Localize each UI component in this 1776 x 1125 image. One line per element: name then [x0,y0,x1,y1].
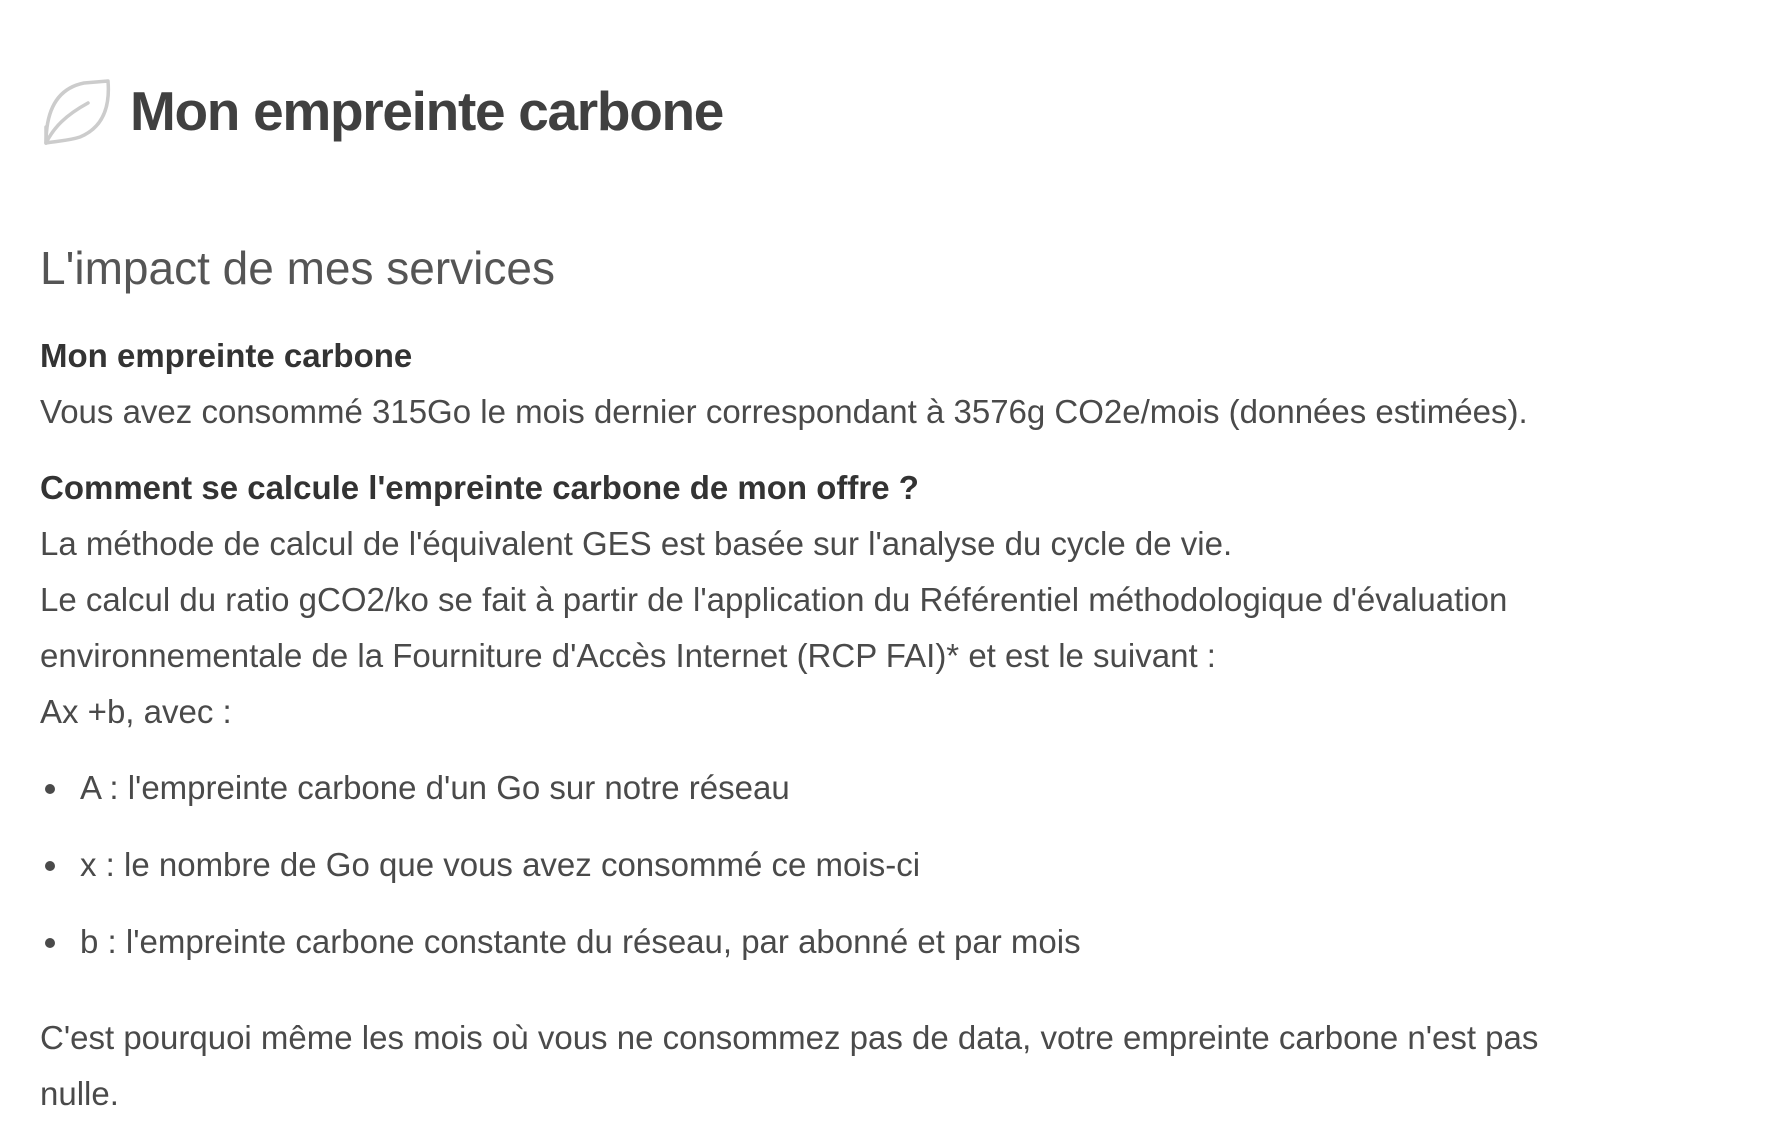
variable-list [40,760,1740,991]
bullet-icon [45,784,55,794]
formula-variables [40,760,1740,991]
bullet-icon [45,861,55,871]
carbon-footprint-page [40,0,1740,1112]
list-item [40,914,1740,991]
leaf-icon [40,75,112,147]
bullet-icon [45,938,55,948]
conclusion-text: C'est pourquoi même les mois où vous ne consommez pas de data, votre empreinte carbone n'est pas [40,1019,1539,1056]
calculation-text-line: Le calcul du ratio gCO2/ko se fait à partir de l'application du Référentiel méthodologique d'évaluation [40,581,1508,618]
footprint-block [40,328,1740,440]
section-title: L'impact de mes services [40,242,555,294]
list-item [40,760,1740,837]
conclusion-text: nulle. [40,1075,119,1112]
calculation-text-line: La méthode de calcul de l'équivalent GES est basée sur l'analyse du cycle de vie. [40,525,1233,562]
calculation-text-line: environnementale de la Fourniture d'Accès Internet (RCP FAI)* et est le suivant : [40,637,1216,674]
formula-text: Ax +b, avec : [40,693,232,730]
conclusion-block [40,1010,1740,1122]
calculation-block [40,460,1740,740]
list-item-text: x : le nombre de Go que vous avez consommé ce mois-ci [80,846,921,883]
list-item [40,837,1740,914]
footprint-text: Vous avez consommé 315Go le mois dernier correspondant à 3576g CO2e/mois (données estimées). [40,393,1528,430]
page-title: Mon empreinte carbone [130,80,724,142]
list-item-text: b : l'empreinte carbone constante du réseau, par abonné et par mois [80,923,1081,960]
page-header [40,75,1740,147]
footprint-heading: Mon empreinte carbone [40,337,413,374]
list-item-text: A : l'empreinte carbone d'un Go sur notre réseau [80,769,790,806]
calculation-heading: Comment se calcule l'empreinte carbone de mon offre ? [40,469,919,506]
